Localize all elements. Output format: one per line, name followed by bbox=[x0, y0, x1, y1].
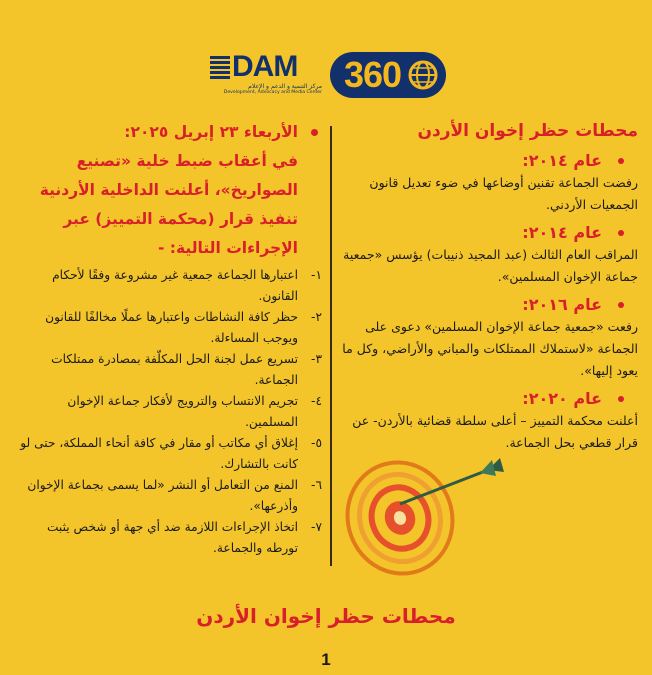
badge-360-number: 360 bbox=[344, 54, 402, 95]
item-number: ٣- bbox=[311, 352, 322, 366]
left-column bbox=[14, 118, 324, 559]
logo bbox=[210, 52, 446, 100]
bottom-title: محطات حظر إخوان الأردن bbox=[196, 604, 456, 628]
item-text: تسريع عمل لجنة الحل المكلّفة بمصادرة ممتلكات الجماعة. bbox=[51, 352, 298, 387]
dam-logo bbox=[210, 52, 322, 96]
column-divider bbox=[330, 126, 332, 566]
item-text: إغلاق أي مكاتب أو مقار في كافة أنحاء المملكة، حتى لو كانت بالتشارك. bbox=[20, 436, 298, 471]
item-number: ٥- bbox=[311, 436, 322, 450]
item-text: اعتبارها الجماعة جمعية غير مشروعة وفقًا لأحكام القانون. bbox=[52, 268, 298, 303]
timeline-text: أعلنت محكمة التمييز – أعلى سلطة قضائية بالأردن- عن قرار قطعي بحل الجماعة. bbox=[352, 413, 638, 450]
heading-line: الإجراءات التالية: - bbox=[157, 239, 298, 257]
measures-list bbox=[14, 265, 324, 559]
item-number: ٦- bbox=[311, 478, 322, 492]
timeline-year: عام ٢٠٢٠: bbox=[338, 388, 638, 410]
timeline-entry bbox=[338, 294, 638, 382]
list-item bbox=[14, 307, 324, 349]
heading-line: تنفيذ قرار (محكمة التمييز) عبر bbox=[63, 210, 298, 228]
globe-icon bbox=[408, 60, 438, 90]
heading-line: في أعقاب ضبط خلية «تصنيع bbox=[76, 152, 298, 170]
item-text: حظر كافة النشاطات واعتبارها عملًا مخالفًا للقانون ويوجب المساءلة. bbox=[45, 310, 298, 345]
timeline-entry bbox=[338, 388, 638, 454]
timeline-entry bbox=[338, 150, 638, 216]
dam-wordmark: DAM bbox=[232, 50, 298, 83]
timeline-text: المراقب العام الثالث (عبد المجيد ذنيبات) يؤسس «جمعية جماعة الإخوان المسلمين». bbox=[343, 247, 638, 284]
timeline-text: رفعت «جمعية جماعة الإخوان المسلمين» دعوى على الجماعة «لاستملاك الممتلكات والمباني والأراضي، وكل ما يعود إليها». bbox=[342, 319, 638, 378]
badge-360 bbox=[330, 52, 446, 98]
right-column-title: محطات حظر إخوان الأردن bbox=[417, 121, 638, 141]
list-item bbox=[14, 475, 324, 517]
item-text: اتخاذ الإجراءات اللازمة ضد أي جهة أو شخص يثبت تورطه والجماعة. bbox=[46, 520, 298, 555]
timeline-year: عام ٢٠١٤: bbox=[338, 222, 638, 244]
dam-arabic-name: مركز التنمية و الدعم و الإعلام bbox=[248, 83, 322, 90]
item-text: المنع من التعامل أو النشر «لما يسمى بجماعة الإخوان وأذرعها». bbox=[27, 478, 298, 513]
heading-line: الصواريخ»، أعلنت الداخلية الأردنية bbox=[39, 181, 298, 199]
timeline-text: رفضت الجماعة تقنين أوضاعها في ضوء تعديل قانون الجمعيات الأردني. bbox=[369, 175, 638, 212]
announcement-heading bbox=[14, 118, 324, 263]
item-number: ١- bbox=[311, 268, 322, 282]
item-number: ٢- bbox=[311, 310, 322, 324]
dam-stripes-icon bbox=[210, 56, 230, 80]
list-item bbox=[14, 433, 324, 475]
item-number: ٧- bbox=[311, 520, 322, 534]
page-number: 1 bbox=[321, 650, 331, 669]
timeline-entry bbox=[338, 222, 638, 288]
list-item bbox=[14, 265, 324, 307]
right-column bbox=[338, 118, 638, 460]
target-arrow-icon bbox=[340, 448, 510, 578]
dam-english-name: Development, Advocacy and Media Center bbox=[223, 90, 322, 95]
item-text: تجريم الانتساب والترويج لأفكار جماعة الإخوان المسلمين. bbox=[67, 394, 298, 429]
item-number: ٤- bbox=[311, 394, 322, 408]
list-item bbox=[14, 349, 324, 391]
list-item bbox=[14, 391, 324, 433]
timeline-year: عام ٢٠١٤: bbox=[338, 150, 638, 172]
list-item bbox=[14, 517, 324, 559]
timeline-year: عام ٢٠١٦: bbox=[338, 294, 638, 316]
heading-line: الأربعاء ٢٣ إبريل ٢٠٢٥: bbox=[124, 123, 298, 141]
